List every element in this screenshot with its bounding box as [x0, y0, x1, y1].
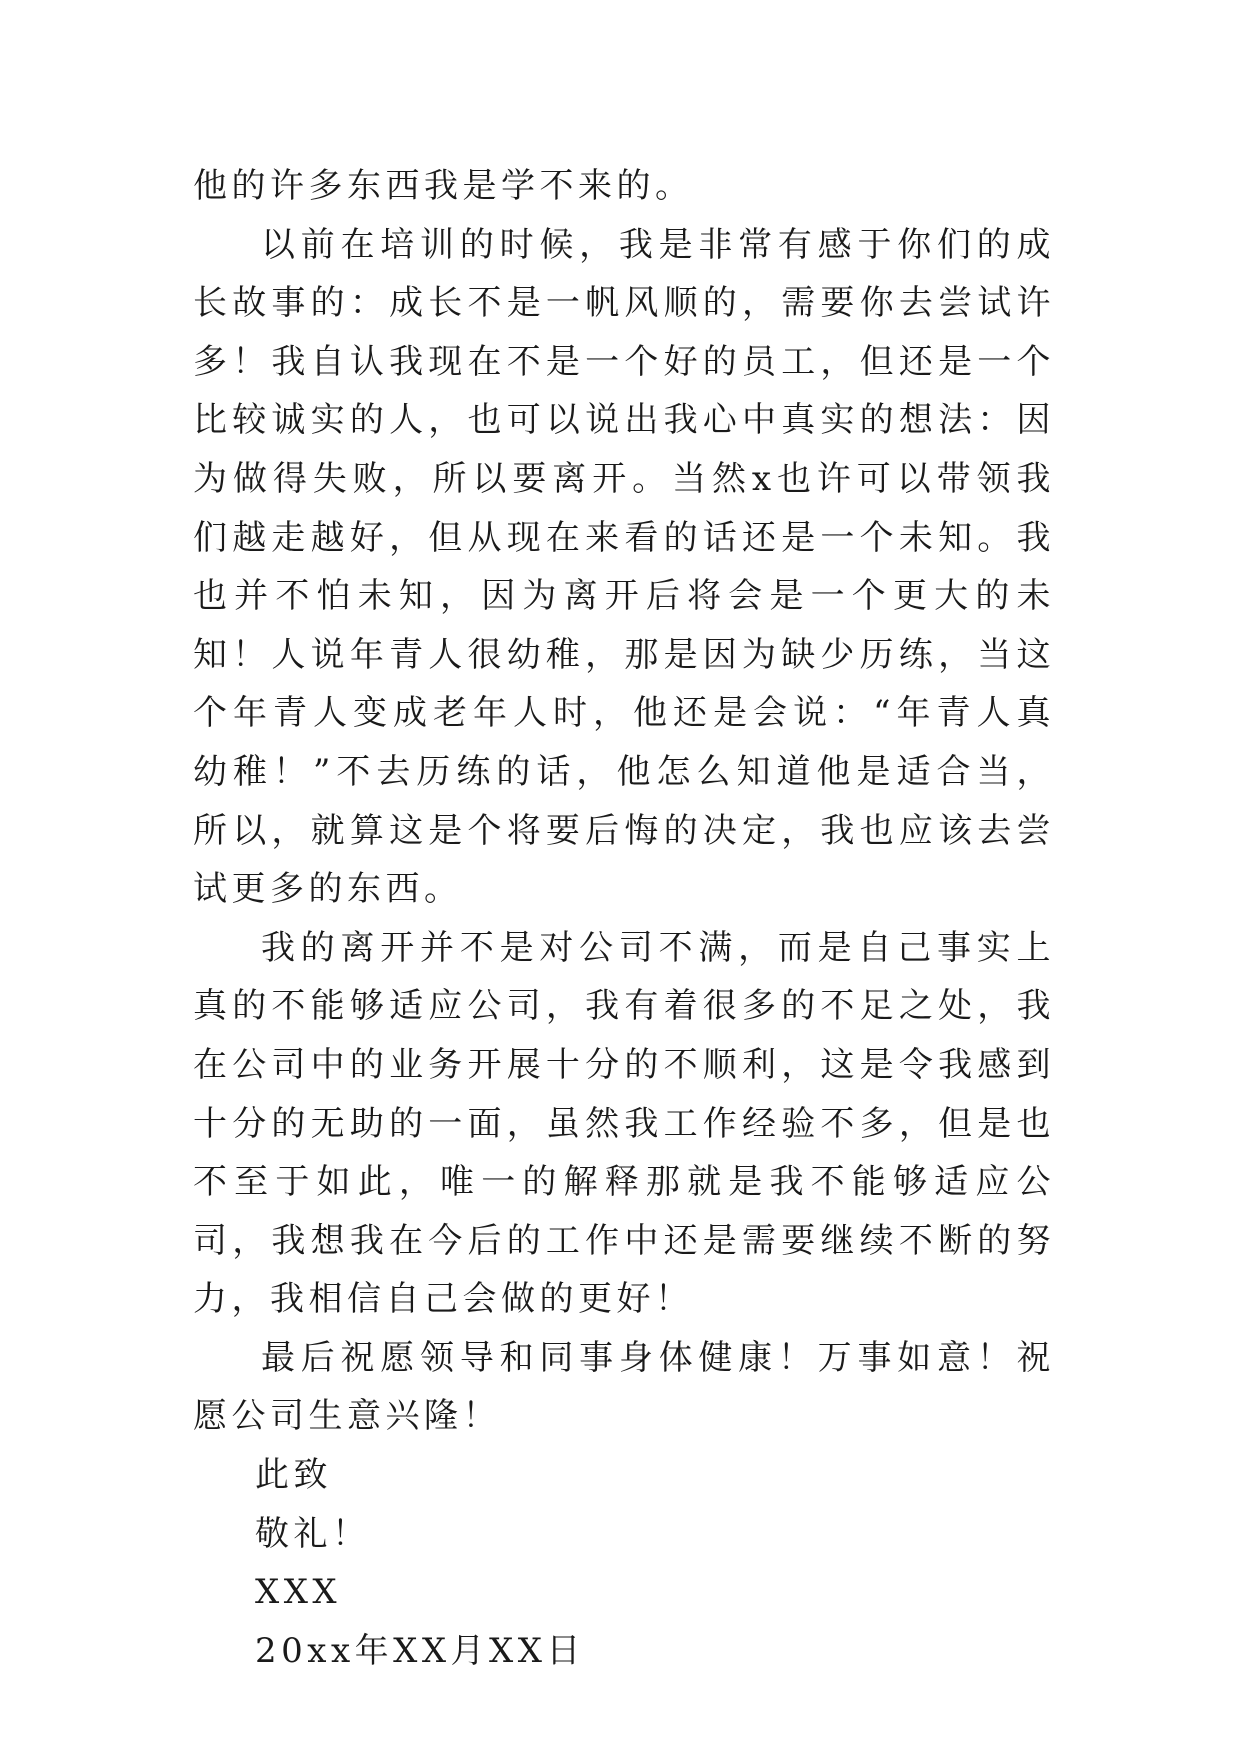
letter-date: 20xx年XX月XX日	[255, 1630, 585, 1671]
closing-salutation: 此致	[255, 1455, 332, 1496]
paragraph-reason-leaving: 我的离开并不是对公司不满，而是自己事实上真的不能够适应公司，我有着很多的不足之处，我在公司中的业务开展十分的不顺利，这是令我感到十分的无助的一面，虽然我工作经验不多，但是也不至于如此，唯一的解释那就是我不能够适应公司，我想我在今后的工作中还是需要继续不断的努力，我相信自己会做的更好！	[193, 927, 1055, 1320]
paragraph-continued: 他的许多东西我是学不来的。	[193, 166, 694, 206]
letter-body	[193, 157, 1055, 1680]
paragraph-growth-story: 以前在培训的时候，我是非常有感于你们的成长故事的：成长不是一帆风顺的，需要你去尝试许多！我自认我现在不是一个好的员工，但还是一个比较诚实的人，也可以说出我心中真实的想法：因为做得失败，所以要离开。当然x也许可以带领我们越走越好，但从现在来看的话还是一个未知。我也并不怕未知，因为离开后将会是一个更大的未知！人说年青人很幼稚，那是因为缺少历练，当这个年青人变成老年人时，他还是会说：“年青人真幼稚！”不去历练的话，他怎么知道他是适合当，所以，就算这是个将要后悔的决定，我也应该去尝试更多的东西。	[193, 224, 1055, 910]
closing-regards: 敬礼！	[255, 1513, 371, 1554]
signature: XXX	[255, 1572, 342, 1613]
paragraph-best-wishes: 最后祝愿领导和同事身体健康！万事如意！祝愿公司生意兴隆！	[193, 1337, 1055, 1437]
